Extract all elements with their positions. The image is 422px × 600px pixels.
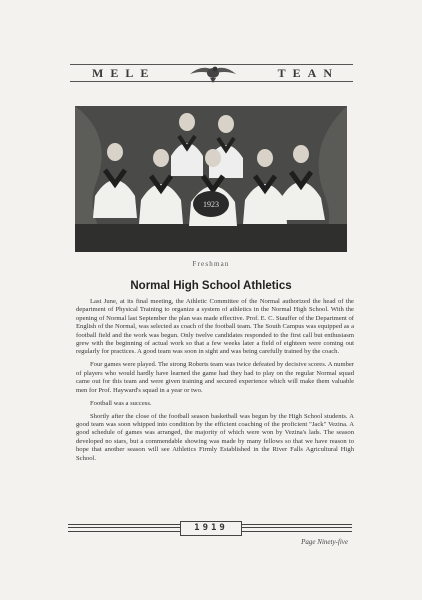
- team-photo: [75, 106, 347, 252]
- page-header-band: [70, 62, 353, 84]
- article-body: [76, 298, 354, 468]
- article-title: Normal High School Athletics: [130, 280, 292, 292]
- basketball: [193, 191, 229, 217]
- photo-caption: Freshman: [192, 260, 230, 268]
- paragraph: Shortly after the close of the football season basketball was begun by the High School students. A good team was soon whipped into condition by the efficient coaching of the proficient "Jack" Vezina. A good schedule of games was arranged, the majority of which were won by Vezina's lads. The season developed no stars, but a commendable showing was made by many fellows so that we have reason to hope that another season will see Athletics Firmly Established in the River Falls Agricultural High School.: [76, 412, 354, 462]
- paragraph: Four games were played. The strong Roberts team was twice defeated by decisive scores. A number of players who would hardly have learned the game had they had to play on the regular Normal squad came out for this team and were given training and secured experience which will make them valuable men for Prof. Hayward's squad in a year or two.: [76, 361, 354, 394]
- ball-year-text: 1923: [203, 200, 219, 209]
- header-word-right: TEAN: [277, 66, 339, 80]
- footer-year: 1919: [180, 521, 242, 536]
- page-number: Page Ninety-five: [301, 538, 348, 546]
- header-word-left: MELE: [92, 66, 156, 80]
- paragraph: Last June, at its final meeting, the Athletic Committee of the Normal authorized the head of the department of Physical Training to organize a system of athletics in the Normal High School. With the opening of Normal last September the plan was made effective. Prof. E. C. Stauffer of the Department of English of the Normal, was selected as coach of the football team. The South Campus was equipped as a football field and the work was begun. Only twelve candidates responded to the first call but enthusiasm grew with the beginning of actual work so that a few weeks later a field of eighteen were coming out regularly for practices. A good team was soon in sight and was being carefully trained by the coach.: [76, 298, 354, 356]
- eagle-emblem-icon: [188, 60, 238, 84]
- page-footer-band: [68, 521, 352, 535]
- paragraph: Football was a success.: [90, 399, 152, 407]
- team-photo-illustration: [75, 106, 347, 252]
